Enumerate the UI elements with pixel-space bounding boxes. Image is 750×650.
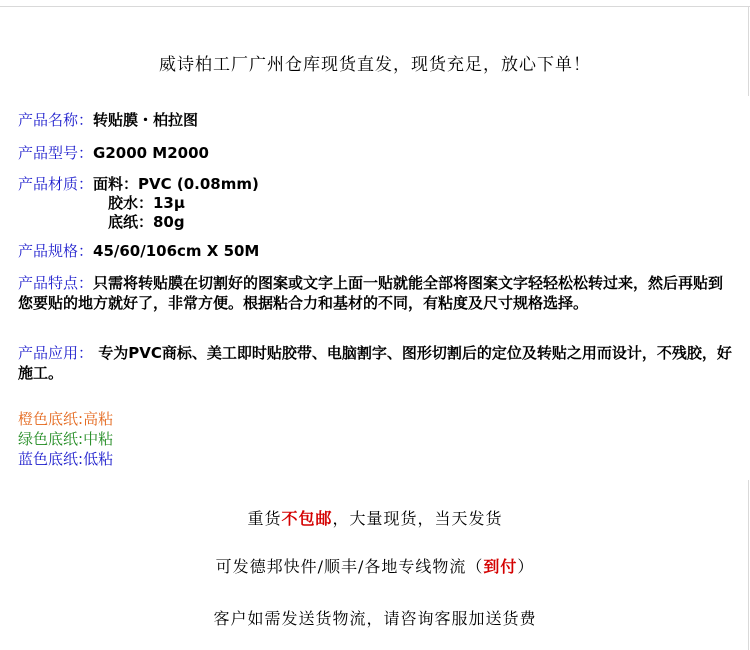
- top-divider: [0, 6, 750, 7]
- orange-backing-row: [18, 410, 113, 429]
- no-free-shipping: 不包邮: [281, 509, 333, 528]
- shipping-line-2: [0, 554, 750, 577]
- shipping-line-3: 客户如需发送货物流，请咨询客服加送货费: [213, 609, 537, 628]
- green-backing-value: 中粘: [83, 430, 114, 448]
- product-name-label: 产品名称：: [18, 111, 94, 129]
- product-model-value: G2000 M2000: [93, 144, 209, 162]
- blue-backing-row: [18, 450, 113, 469]
- product-feature-text: 只需将转贴膜在切割好的图案或文字上面一贴就能全部将图案文字轻轻松松转过来，然后再贴到您要贴的地方就好了，非常方便。根据粘合力和基材的不同，有粘度及尺寸规格选择。: [18, 274, 724, 312]
- product-model-row: [18, 143, 209, 163]
- stock-notice: 威诗柏工厂广州仓库现货直发，现货充足，放心下单！: [159, 55, 591, 75]
- orange-backing-value: 高粘: [83, 410, 114, 428]
- shipping-line-1: [0, 506, 750, 529]
- shipping-line-1-pre: 重货: [247, 509, 282, 528]
- product-material-label: 产品材质：: [18, 175, 94, 193]
- material-base: 底纸：80g: [108, 213, 185, 231]
- orange-backing-label: 橙色底纸:: [18, 410, 84, 428]
- product-usage-block: [18, 343, 733, 383]
- shipping-line-2-pre: 可发德邦快件/顺丰/各地专线物流（: [215, 557, 484, 576]
- blue-backing-value: 低粘: [83, 450, 114, 468]
- product-usage-label: 产品应用：: [18, 344, 94, 362]
- product-spec-label: 产品规格：: [18, 242, 94, 260]
- product-spec-row: [18, 241, 259, 261]
- product-name-value: 转贴膜・柏拉图: [93, 111, 199, 129]
- material-face: 面料：PVC (0.08mm): [93, 175, 259, 193]
- product-material-row: [18, 174, 259, 194]
- shipping-line-2-post: ）: [517, 557, 535, 576]
- product-spec-value: 45/60/106cm X 50M: [93, 242, 260, 260]
- green-backing-label: 绿色底纸:: [18, 430, 84, 448]
- cash-on-delivery: 到付: [483, 557, 518, 576]
- shipping-line-1-post: ，大量现货，当天发货: [332, 509, 503, 528]
- product-usage-text: 专为PVC商标、美工即时贴胶带、电脑割字、图形切割后的定位及转贴之用而设计，不残胶，好施工。: [18, 344, 732, 382]
- product-model-label: 产品型号：: [18, 144, 94, 162]
- material-glue: 胶水：13μ: [108, 194, 185, 212]
- product-feature-label: 产品特点：: [18, 274, 94, 292]
- green-backing-row: [18, 430, 113, 449]
- blue-backing-label: 蓝色底纸:: [18, 450, 84, 468]
- product-feature-block: [18, 273, 733, 313]
- product-name-row: [18, 110, 198, 130]
